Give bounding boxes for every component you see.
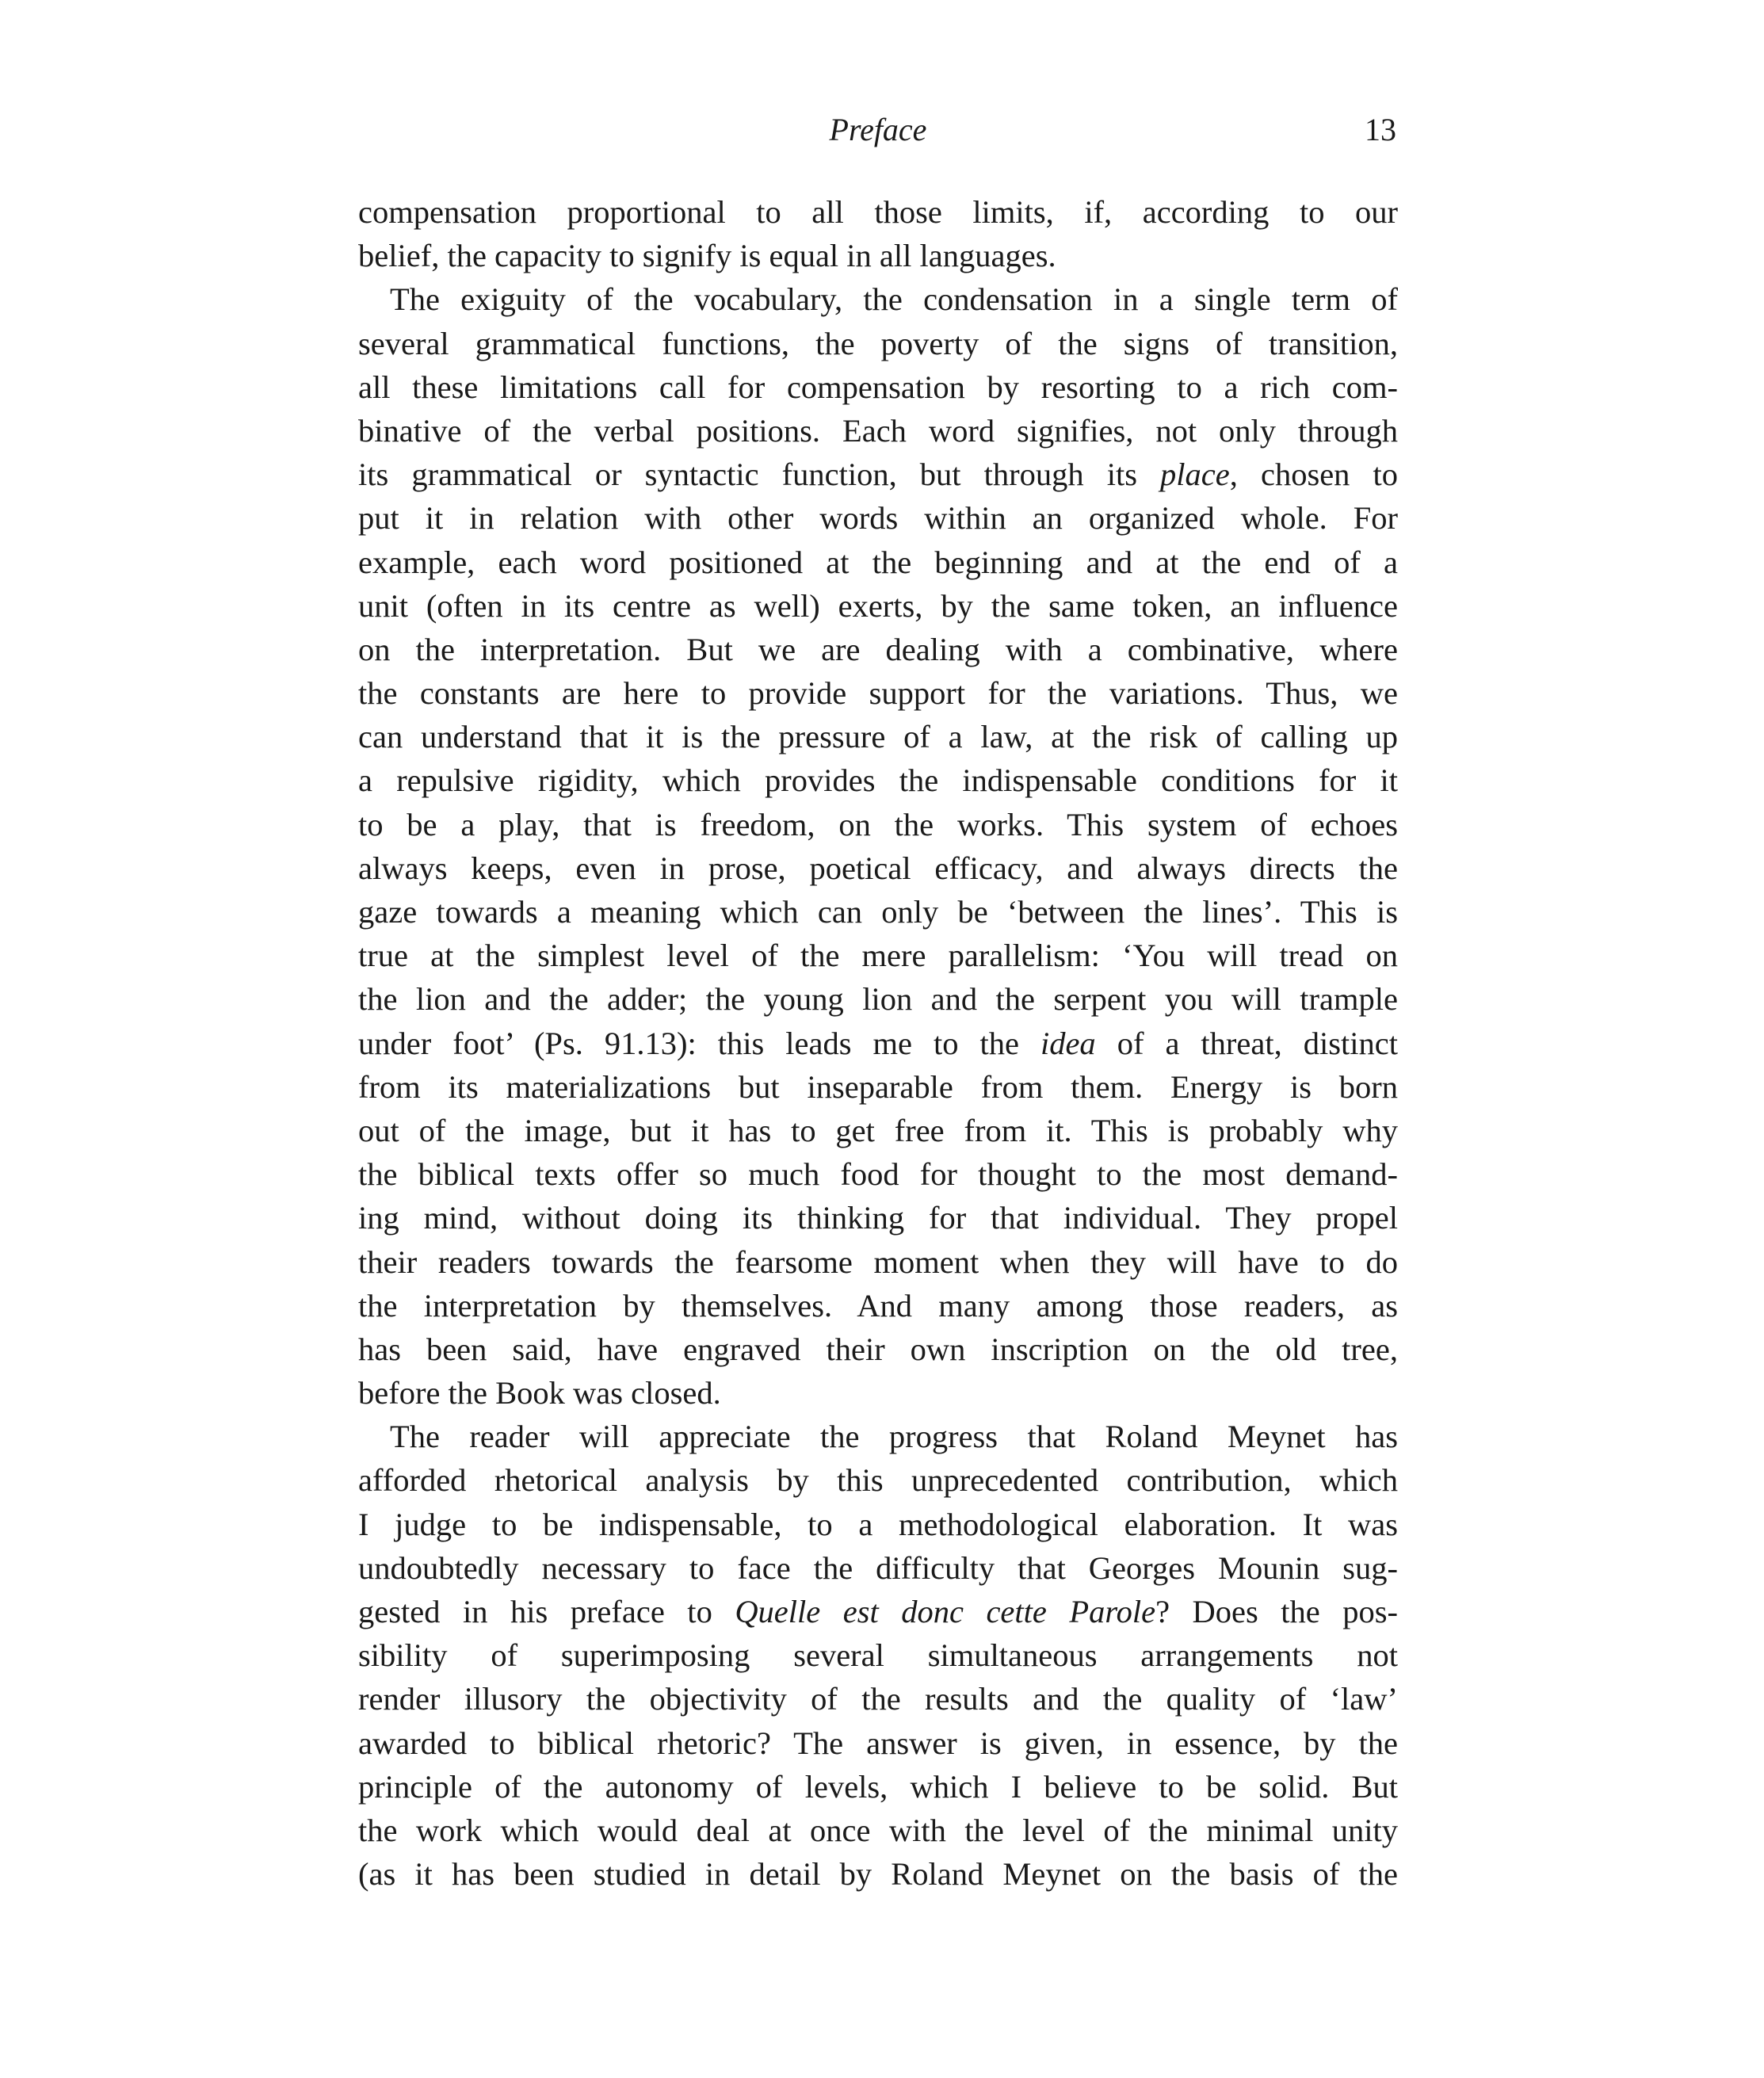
text-line: the interpretation by themselves. And many among those readers, as: [358, 1287, 1398, 1324]
text-line: has been said, have engraved their own inscription on the old tree,: [358, 1331, 1398, 1367]
text-line: the lion and the adder; the young lion and the serpent you will trample: [358, 981, 1398, 1018]
text-line: compensation proportional to all those limits, if, according to our: [358, 194, 1398, 230]
text-line: ing mind, without doing its thinking for that individual. They propel: [358, 1200, 1398, 1236]
italic-text: place: [1160, 456, 1230, 493]
text-line: under foot’ (Ps. 91.13): this leads me to the idea of a threat, distinct: [358, 1025, 1398, 1061]
body-text: [358, 190, 1398, 1896]
text-line: example, each word positioned at the beginning and at the end of a: [358, 544, 1398, 580]
text-line: unit (often in its centre as well) exerts, by the same token, an influence: [358, 587, 1398, 624]
text-line: can understand that it is the pressure of a law, at the risk of calling up: [358, 719, 1398, 755]
text-line: render illusory the objectivity of the results and the quality of ‘law’: [358, 1681, 1398, 1717]
text-line: binative of the verbal positions. Each word signifies, not only through: [358, 412, 1398, 449]
text-line: always keeps, even in prose, poetical efficacy, and always directs the: [358, 850, 1398, 886]
running-head: Preface: [829, 112, 927, 147]
page-header: [358, 105, 1398, 168]
text-line: gested in his preface to Quelle est donc cette Parole? Does the pos-: [358, 1594, 1398, 1629]
italic-text: idea: [1040, 1025, 1096, 1061]
text-line: the constants are here to provide support for the variations. Thus, we: [358, 675, 1398, 712]
text-line: its grammatical or syntactic function, but through its place, chosen to: [358, 456, 1399, 493]
text-line: a repulsive rigidity, which provides the indispensable conditions for it: [358, 762, 1398, 799]
text-line: belief, the capacity to signify is equal in all languages.: [358, 238, 1056, 274]
text-line: The exiguity of the vocabulary, the condensation in a single term of: [390, 281, 1398, 318]
text-line: from its materializations but inseparable from them. Energy is born: [358, 1068, 1398, 1105]
text-line: The reader will appreciate the progress that Roland Meynet has: [390, 1419, 1398, 1455]
paragraph: [358, 277, 1398, 1415]
text-line: the biblical texts offer so much food for thought to the most demand-: [358, 1156, 1398, 1193]
text-line: before the Book was closed.: [358, 1375, 721, 1411]
text-line: sibility of superimposing several simultaneous arrangements not: [358, 1637, 1398, 1674]
text-line: the work which would deal at once with the level of the minimal unity: [358, 1812, 1398, 1848]
text-line: their readers towards the fearsome moment when they will have to do: [358, 1243, 1398, 1280]
text-line: I judge to be indispensable, to a methodological elaboration. It was: [358, 1506, 1398, 1542]
text-line: true at the simplest level of the mere parallelism: ‘You will tread on: [358, 938, 1398, 974]
text-line: several grammatical functions, the poverty of the signs of transition,: [358, 325, 1398, 361]
text-line: gaze towards a meaning which can only be ‘between the lines’. This is: [358, 894, 1398, 930]
page-number: 13: [1365, 112, 1396, 147]
text-line: on the interpretation. But we are dealing with a combinative, where: [358, 631, 1398, 667]
text-line: to be a play, that is freedom, on the works. This system of echoes: [358, 806, 1398, 842]
text-line: put it in relation with other words within an organized whole. For: [358, 500, 1398, 537]
text-line: out of the image, but it has to get free from it. This is probably why: [358, 1112, 1398, 1148]
text-line: undoubtedly necessary to face the difficulty that Georges Mounin sug-: [358, 1549, 1398, 1586]
paragraph: [358, 1415, 1398, 1896]
text-line: (as it has been studied in detail by Roland Meynet on the basis of the: [358, 1856, 1398, 1893]
paragraph: [358, 190, 1398, 277]
text-line: awarded to biblical rhetoric? The answer is given, in essence, by the: [358, 1725, 1398, 1761]
italic-text: Quelle est donc cette Parole: [735, 1594, 1156, 1629]
text-line: all these limitations call for compensation by resorting to a rich com-: [358, 369, 1398, 405]
text-line: principle of the autonomy of levels, which I believe to be solid. But: [358, 1768, 1398, 1805]
text-line: afforded rhetorical analysis by this unprecedented contribution, which: [358, 1462, 1398, 1499]
